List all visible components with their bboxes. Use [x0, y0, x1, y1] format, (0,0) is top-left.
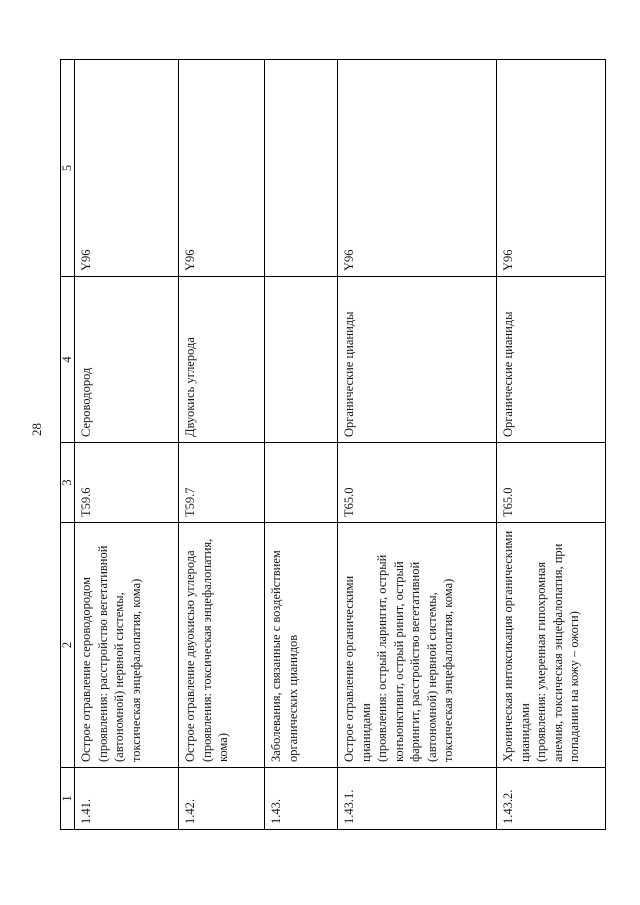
icd-code-cell: T65.0 [497, 443, 606, 523]
icd-code-cell [265, 443, 338, 523]
disease-cell: Заболевания, связанные с воздействием органических цианидов [265, 523, 338, 768]
icd-code-cell: T59.7 [179, 443, 265, 523]
column-number: 5 [61, 60, 75, 277]
column-number-row [61, 60, 75, 830]
row-number-cell: 1.43.2. [497, 768, 606, 830]
row-number-cell: 1.42. [179, 768, 265, 830]
table-row [179, 60, 265, 830]
harmful-factor-cell: Двуокись углерода [179, 277, 265, 443]
classification-cell: Y96 [75, 60, 179, 277]
harmful-factor-cell [265, 277, 338, 443]
rotated-table-wrapper [60, 60, 605, 830]
table-row [497, 60, 606, 830]
disease-cell: Хроническая интоксикация органическими цианидами (проявления: умеренная гипохромная анемия, токсическая энцефалопатия, при попадании на кожу – ожоги) [497, 523, 606, 768]
icd-code-cell: T59.6 [75, 443, 179, 523]
column-number: 3 [61, 443, 75, 523]
column-number: 2 [61, 523, 75, 768]
harmful-factor-cell: Органические цианиды [338, 277, 497, 443]
classification-cell: Y96 [497, 60, 606, 277]
row-number-cell: 1.43.1. [338, 768, 497, 830]
classification-cell [265, 60, 338, 277]
table-row [338, 60, 497, 830]
disease-cell: Острое отравление органическими цианидами (проявления: острый ларингит, острый конъюнктивит, острый ринит, острый фарингит, расстройство вегетативной (автономной) нервной системы, токсическая энцефалопатия, кома) [338, 523, 497, 768]
row-number-cell: 1.41. [75, 768, 179, 830]
diseases-table [60, 59, 606, 830]
disease-cell: Острое отравление двуокисью углерода (проявления: токсическая энцефалопатия, кома) [179, 523, 265, 768]
harmful-factor-cell: Сероводород [75, 277, 179, 443]
classification-cell: Y96 [338, 60, 497, 277]
page-number: 28 [29, 423, 44, 436]
disease-cell: Острое отравление сероводородом (проявления: расстройство вегетативной (автономной) нервной системы, токсическая энцефалопатия, кома) [75, 523, 179, 768]
icd-code-cell: T65.0 [338, 443, 497, 523]
column-number: 4 [61, 277, 75, 443]
column-number: 1 [61, 768, 75, 830]
classification-cell: Y96 [179, 60, 265, 277]
row-number-cell: 1.43. [265, 768, 338, 830]
table-row [75, 60, 179, 830]
table-row [265, 60, 338, 830]
harmful-factor-cell: Органические цианиды [497, 277, 606, 443]
